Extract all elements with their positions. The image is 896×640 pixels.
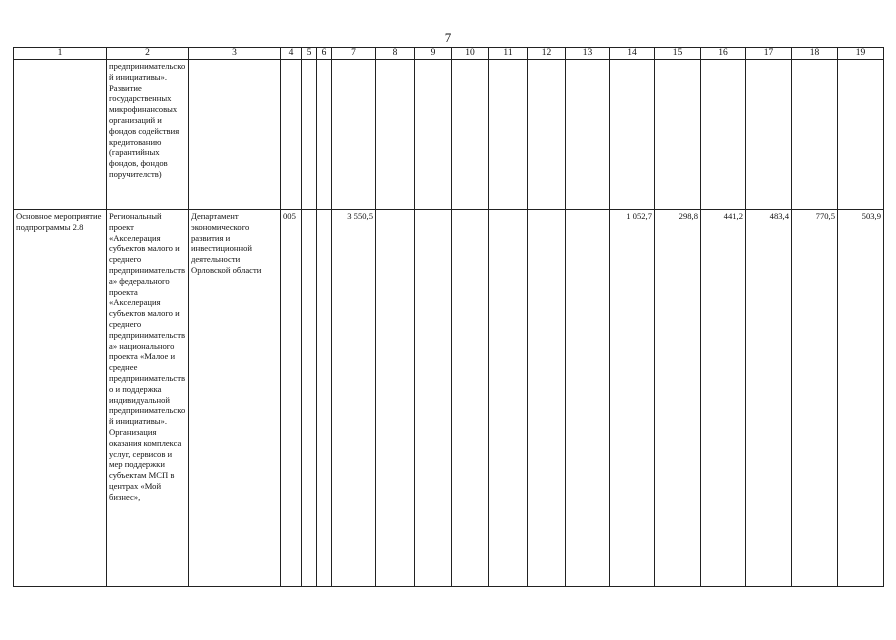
table-row bbox=[14, 60, 884, 210]
header-cell: 8 bbox=[376, 48, 415, 60]
header-cell: 1 bbox=[14, 48, 107, 60]
cell-event-name: Основное мероприятие подпрограммы 2.8 bbox=[14, 210, 107, 587]
header-row bbox=[14, 48, 884, 60]
header-cell: 9 bbox=[415, 48, 452, 60]
cell-col9 bbox=[415, 210, 452, 587]
header-cell: 5 bbox=[302, 48, 317, 60]
header-cell: 10 bbox=[452, 48, 489, 60]
cell-col17 bbox=[746, 60, 792, 210]
header-cell: 7 bbox=[332, 48, 376, 60]
cell-col13 bbox=[566, 210, 610, 587]
cell-col11 bbox=[489, 60, 528, 210]
header-cell: 4 bbox=[281, 48, 302, 60]
cell-col6 bbox=[317, 60, 332, 210]
header-cell: 17 bbox=[746, 48, 792, 60]
cell-event-name bbox=[14, 60, 107, 210]
cell-col19: 503,9 bbox=[838, 210, 884, 587]
cell-total: 3 550,5 bbox=[332, 210, 376, 587]
header-cell: 11 bbox=[489, 48, 528, 60]
header-cell: 14 bbox=[610, 48, 655, 60]
page-number: 7 bbox=[444, 30, 452, 45]
cell-col10 bbox=[452, 60, 489, 210]
header-cell: 3 bbox=[189, 48, 281, 60]
cell-executor: Департамент экономического развития и инвестиционной деятельности Орловской области bbox=[189, 210, 281, 587]
cell-col15 bbox=[655, 60, 701, 210]
header-cell: 12 bbox=[528, 48, 566, 60]
cell-col12 bbox=[528, 60, 566, 210]
cell-col12 bbox=[528, 210, 566, 587]
cell-col5 bbox=[302, 210, 317, 587]
cell-col15: 298,8 bbox=[655, 210, 701, 587]
table-row bbox=[14, 210, 884, 587]
cell-col14 bbox=[610, 60, 655, 210]
cell-col17: 483,4 bbox=[746, 210, 792, 587]
cell-executor bbox=[189, 60, 281, 210]
cell-description: Региональный проект «Акселерация субъектов малого и среднего предпринимательства» федерального проекта «Акселерация субъектов малого и среднего предпринимательства» национального проекта «Малое и среднее предпринимательство и поддержка индивидуальной предпринимательской инициативы». Организация оказания комплекса услуг, сервисов и мер поддержки субъектам МСП в центрах «Мой бизнес», bbox=[107, 210, 189, 587]
cell-col14: 1 052,7 bbox=[610, 210, 655, 587]
cell-col11 bbox=[489, 210, 528, 587]
header-cell: 2 bbox=[107, 48, 189, 60]
cell-col19 bbox=[838, 60, 884, 210]
cell-col8 bbox=[376, 210, 415, 587]
cell-description: предпринимательской инициативы». Развитие государственных микрофинансовых организаций и фондов содействия кредитованию (гарантийных фондов, фондов поручителств) bbox=[107, 60, 189, 210]
cell-col18: 770,5 bbox=[792, 210, 838, 587]
cell-col5 bbox=[302, 60, 317, 210]
header-cell: 15 bbox=[655, 48, 701, 60]
cell-col9 bbox=[415, 60, 452, 210]
header-cell: 16 bbox=[701, 48, 746, 60]
budget-table bbox=[13, 47, 884, 587]
cell-col16: 441,2 bbox=[701, 210, 746, 587]
cell-col8 bbox=[376, 60, 415, 210]
header-cell: 18 bbox=[792, 48, 838, 60]
cell-col6 bbox=[317, 210, 332, 587]
cell-code: 005 bbox=[281, 210, 302, 587]
cell-col16 bbox=[701, 60, 746, 210]
header-cell: 6 bbox=[317, 48, 332, 60]
cell-col18 bbox=[792, 60, 838, 210]
cell-code bbox=[281, 60, 302, 210]
cell-total bbox=[332, 60, 376, 210]
cell-col10 bbox=[452, 210, 489, 587]
header-cell: 19 bbox=[838, 48, 884, 60]
cell-col13 bbox=[566, 60, 610, 210]
header-cell: 13 bbox=[566, 48, 610, 60]
